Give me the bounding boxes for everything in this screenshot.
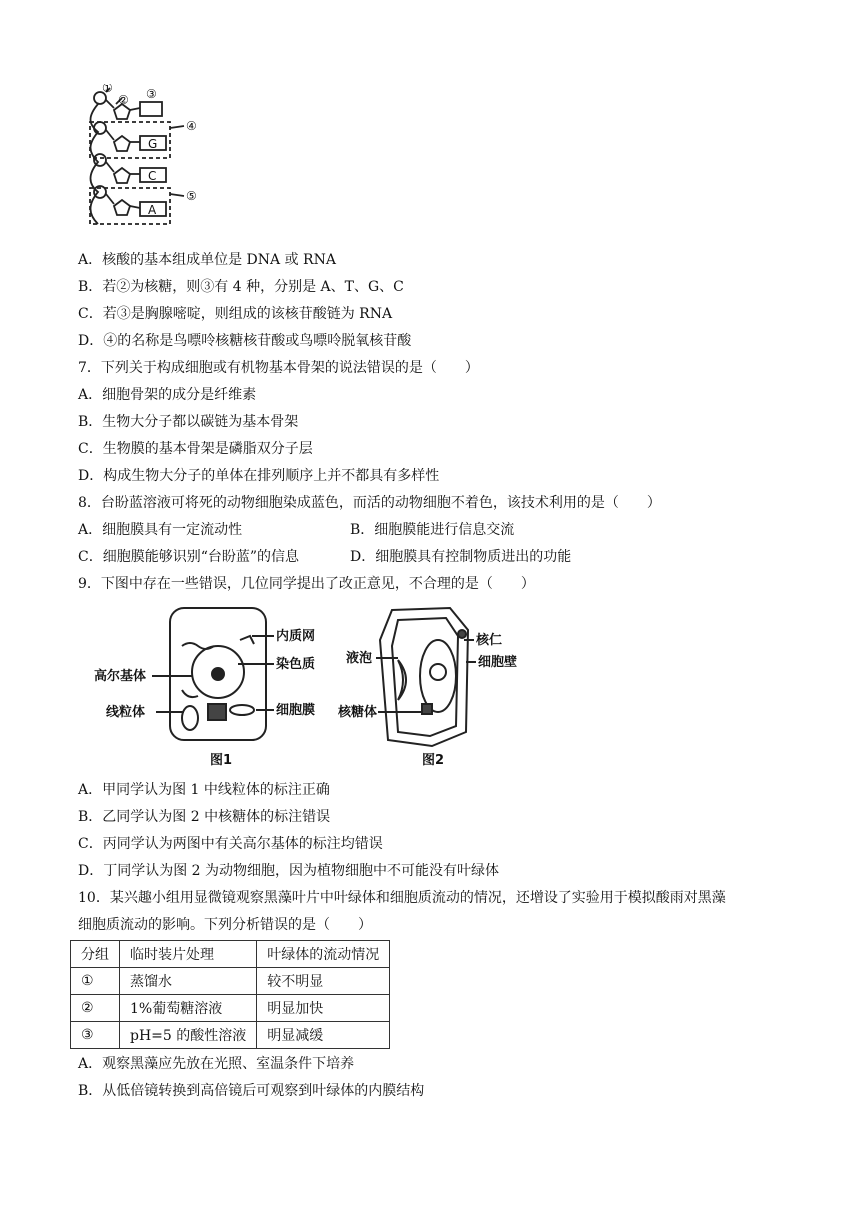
table-header: 叶绿体的流动情况	[257, 941, 390, 968]
label-ribosome: 核糖体	[338, 705, 378, 720]
q6-option-c: C．若③是胸腺嘧啶，则组成的该核苷酸链为 RNA	[78, 306, 393, 322]
q8-option-a: A．细胞膜具有一定流动性	[78, 522, 243, 538]
label-nucleolus: 核仁	[476, 633, 503, 648]
base-c: C	[148, 169, 157, 183]
figure2-caption: 图2	[422, 753, 445, 768]
table-header: 分组	[71, 941, 120, 968]
q9-option-d: D．丁同学认为图 2 为动物细胞，因为植物细胞中不可能没有叶绿体	[78, 863, 500, 879]
label-chromatin: 染色质	[276, 657, 316, 672]
table-cell: ②	[71, 995, 120, 1022]
q10-option-a: A．观察黑藻应先放在光照、室温条件下培养	[78, 1056, 355, 1072]
table-cell: 蒸馏水	[120, 968, 257, 995]
table-row	[71, 995, 390, 1022]
table-cell: 明显减缓	[257, 1022, 390, 1049]
label-5: ⑤	[186, 189, 197, 203]
cell-figures	[92, 600, 542, 775]
q7-option-b: B．生物大分子都以碳链为基本骨架	[78, 414, 299, 430]
label-cell-membrane: 细胞膜	[276, 703, 316, 718]
table-row	[71, 1022, 390, 1049]
table-header-row	[71, 941, 390, 968]
table-cell: 明显加快	[257, 995, 390, 1022]
label-4: ④	[186, 119, 197, 133]
q10-stem-line2: 细胞质流动的影响。下列分析错误的是（ ）	[78, 917, 372, 933]
q6-option-a: A．核酸的基本组成单位是 DNA 或 RNA	[78, 252, 336, 268]
table-cell: ③	[71, 1022, 120, 1049]
table-header: 临时装片处理	[120, 941, 257, 968]
q10-table	[70, 940, 390, 1049]
label-vacuole: 液泡	[346, 651, 373, 666]
q7-option-c: C．生物膜的基本骨架是磷脂双分子层	[78, 441, 313, 457]
q9-stem: 9．下图中存在一些错误，几位同学提出了改正意见，不合理的是（ ）	[78, 576, 535, 592]
label-2: ②	[118, 93, 129, 107]
base-a: A	[148, 203, 157, 217]
base-g: G	[148, 137, 158, 151]
table-cell: ①	[71, 968, 120, 995]
label-endoplasmic-reticulum: 内质网	[276, 629, 316, 644]
q7-option-a: A．细胞骨架的成分是纤维素	[78, 387, 257, 403]
q9-option-c: C．丙同学认为两图中有关高尔基体的标注均错误	[78, 836, 383, 852]
q10-option-b: B．从低倍镜转换到高倍镜后可观察到叶绿体的内膜结构	[78, 1083, 425, 1099]
label-cell-wall: 细胞壁	[478, 655, 518, 670]
label-1: ①	[102, 84, 113, 95]
q9-option-a: A．甲同学认为图 1 中线粒体的标注正确	[78, 782, 330, 798]
label-3: ③	[146, 87, 157, 101]
table-cell: 较不明显	[257, 968, 390, 995]
q10-stem-line1: 10．某兴趣小组用显微镜观察黑藻叶片中叶绿体和细胞质流动的情况，还增设了实验用于模拟酸雨对黑藻	[78, 890, 726, 906]
q8-option-c: C．细胞膜能够识别“台盼蓝”的信息	[78, 549, 300, 565]
q9-option-b: B．乙同学认为图 2 中核糖体的标注错误	[78, 809, 331, 825]
q8-option-d: D．细胞膜具有控制物质进出的功能	[350, 549, 572, 565]
q6-option-b: B．若②为核糖，则③有 4 种，分别是 A、T、G、C	[78, 279, 404, 295]
label-golgi: 高尔基体	[94, 669, 147, 684]
q7-option-d: D．构成生物大分子的单体在排列顺序上并不都具有多样性	[78, 468, 440, 484]
label-mitochondria: 线粒体	[106, 705, 146, 720]
q8-stem: 8．台盼蓝溶液可将死的动物细胞染成蓝色，而活的动物细胞不着色，该技术利用的是（ ）	[78, 495, 661, 511]
q7-stem: 7．下列关于构成细胞或有机物基本骨架的说法错误的是（ ）	[78, 360, 479, 376]
nucleotide-chain-figure	[84, 84, 214, 236]
table-cell: pH=5 的酸性溶液	[120, 1022, 257, 1049]
table-cell: 1%葡萄糖溶液	[120, 995, 257, 1022]
q6-option-d: D．④的名称是鸟嘌呤核糖核苷酸或鸟嘌呤脱氧核苷酸	[78, 333, 412, 349]
table-row	[71, 968, 390, 995]
q8-option-b: B．细胞膜能进行信息交流	[350, 522, 515, 538]
figure1-caption: 图1	[210, 753, 233, 768]
